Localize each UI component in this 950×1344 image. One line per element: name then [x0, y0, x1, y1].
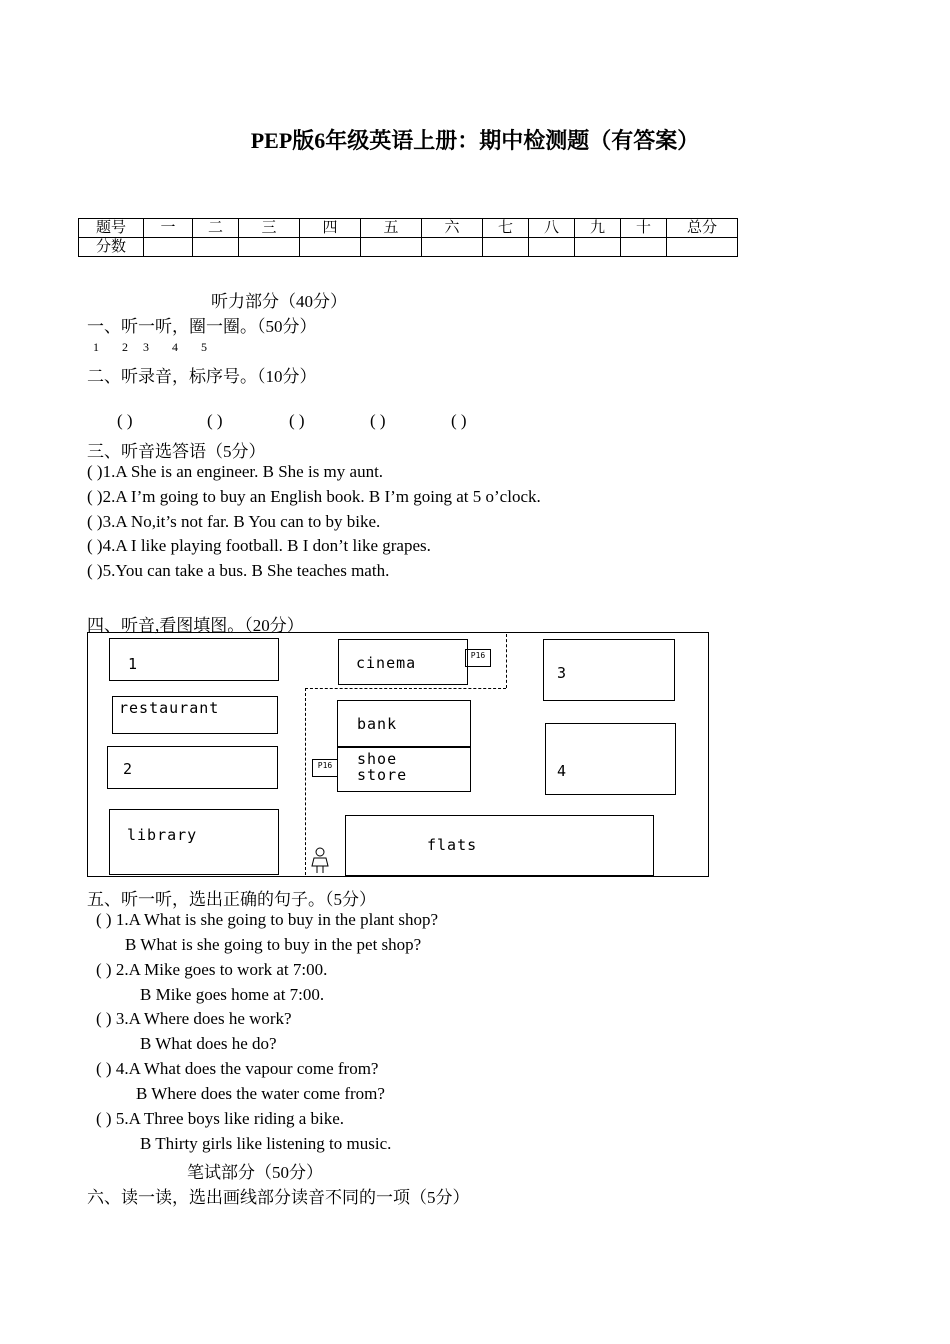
- map-label-4: 4: [557, 762, 568, 780]
- map-dashed-path: [305, 688, 306, 875]
- score-col: 四: [300, 219, 361, 238]
- section-4-title: 四、听音,看图填图。（20分）: [87, 616, 304, 635]
- score-col: 三: [239, 219, 300, 238]
- score-cell[interactable]: [239, 238, 300, 257]
- s5-item-b: B Where does the water come from?: [136, 1084, 385, 1103]
- map-box-flats: [345, 815, 654, 876]
- s2-blank[interactable]: ( ): [451, 411, 467, 430]
- map-label-shoe: shoe: [357, 750, 398, 768]
- section-1-title: 一、听一听，圈一圈。（50分）: [87, 317, 317, 336]
- s1-number: 2: [122, 340, 128, 354]
- score-cell[interactable]: [144, 238, 193, 257]
- person-icon: [309, 846, 331, 874]
- s2-blank[interactable]: ( ): [370, 411, 386, 430]
- s5-item-b: B What is she going to buy in the pet shop?: [125, 935, 422, 954]
- section-2-title: 二、听录音，标序号。（10分）: [87, 367, 317, 386]
- map-label-store: store: [357, 766, 408, 784]
- map-box-4[interactable]: [545, 723, 676, 795]
- score-col: 总分: [667, 219, 738, 238]
- score-cell[interactable]: [422, 238, 483, 257]
- map-sign: P16: [465, 649, 491, 667]
- s2-blank[interactable]: ( ): [289, 411, 305, 430]
- score-cell[interactable]: [361, 238, 422, 257]
- score-cell[interactable]: [621, 238, 667, 257]
- score-cell[interactable]: [483, 238, 529, 257]
- section-5-title: 五、听一听，选出正确的句子。（5分）: [87, 890, 376, 909]
- s5-item-a: ( ) 2.A Mike goes to work at 7:00.: [96, 960, 328, 979]
- score-cell[interactable]: [300, 238, 361, 257]
- score-col: 六: [422, 219, 483, 238]
- score-table: [78, 218, 738, 257]
- score-header-label: 题号: [79, 219, 144, 238]
- listening-header: 听力部分（40分）: [211, 292, 347, 311]
- score-cell[interactable]: [667, 238, 738, 257]
- score-col: 一: [144, 219, 193, 238]
- s5-item-a: ( ) 3.A Where does he work?: [96, 1009, 292, 1028]
- section-6-title: 六、读一读，选出画线部分读音不同的一项（5分）: [87, 1188, 470, 1207]
- map-label-library: library: [127, 826, 198, 844]
- s2-blank[interactable]: ( ): [117, 411, 133, 430]
- s5-item-a: ( ) 4.A What does the vapour come from?: [96, 1059, 379, 1078]
- s1-number: 1: [93, 340, 99, 354]
- map-label-cinema: cinema: [356, 654, 417, 672]
- s5-item-b: B Mike goes home at 7:00.: [140, 985, 325, 1004]
- s3-item: ( )4.A I like playing football. B I don’t like grapes.: [87, 536, 431, 555]
- s1-number: 5: [201, 340, 207, 354]
- score-cell[interactable]: [529, 238, 575, 257]
- written-header: 笔试部分（50分）: [187, 1163, 323, 1182]
- score-table-score-row: [79, 238, 738, 257]
- score-cell[interactable]: [575, 238, 621, 257]
- s1-number: 4: [172, 340, 178, 354]
- score-col: 二: [193, 219, 239, 238]
- map-label-bank: bank: [357, 715, 398, 733]
- s3-item: ( )5.You can take a bus. B She teaches math.: [87, 561, 390, 580]
- score-col: 九: [575, 219, 621, 238]
- score-row-label: 分数: [79, 238, 144, 257]
- s1-number: 3: [143, 340, 149, 354]
- map-dashed-path: [506, 634, 507, 688]
- s5-item-b: B Thirty girls like listening to music.: [140, 1134, 392, 1153]
- page-title: PEP版6年级英语上册：期中检测题（有答案）: [250, 128, 700, 153]
- s3-item: ( )1.A She is an engineer. B She is my aunt.: [87, 462, 384, 481]
- score-cell[interactable]: [193, 238, 239, 257]
- score-col: 七: [483, 219, 529, 238]
- section-3-title: 三、听音选答语（5分）: [87, 442, 266, 461]
- map-label-2: 2: [123, 760, 134, 778]
- map-label-flats: flats: [427, 836, 478, 854]
- map-sign: P16: [312, 759, 338, 777]
- map-label-1: 1: [128, 655, 139, 673]
- score-col: 八: [529, 219, 575, 238]
- score-col: 五: [361, 219, 422, 238]
- s3-item: ( )2.A I’m going to buy an English book. B I’m going at 5 o’clock.: [87, 487, 541, 506]
- score-table-header-row: [79, 219, 738, 238]
- s5-item-b: B What does he do?: [140, 1034, 277, 1053]
- map-dashed-path: [305, 688, 506, 689]
- map-label-3: 3: [557, 664, 568, 682]
- s3-item: ( )3.A No,it’s not far. B You can to by bike.: [87, 512, 381, 531]
- score-col: 十: [621, 219, 667, 238]
- s2-blank[interactable]: ( ): [207, 411, 223, 430]
- s5-item-a: ( ) 5.A Three boys like riding a bike.: [96, 1109, 345, 1128]
- s5-item-a: ( ) 1.A What is she going to buy in the plant shop?: [96, 910, 439, 929]
- map-label-restaurant: restaurant: [119, 699, 220, 717]
